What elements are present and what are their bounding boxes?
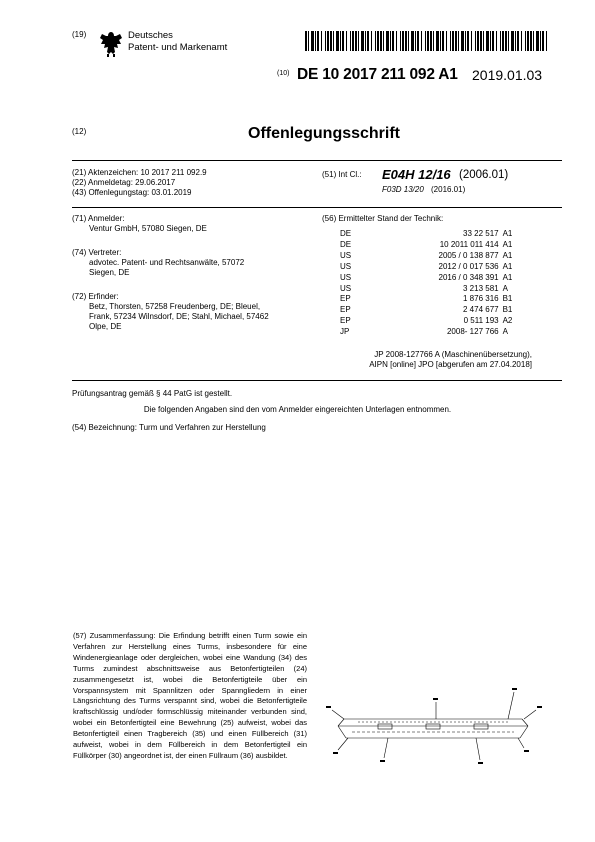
npl-line-2: AIPN [online] JPO [abgerufen am 27.04.2018] [369,360,532,369]
representative-label: (74) Vertreter: [72,248,122,257]
non-patent-literature [318,350,532,370]
table-row: EP 2 474 677 B1 [340,305,513,315]
divider [72,380,562,381]
publication-laid-open-date: (43) Offenlegungstag: 03.01.2019 [72,188,192,197]
int-cl-label: (51) Int Cl.: [322,170,362,179]
inventors-label: (72) Erfinder: [72,292,119,301]
table-row: DE 33 22 517 A1 [340,229,513,238]
table-row: US 2012 / 0 017 536 A1 [340,261,513,271]
office-line-1: Deutsches [128,30,173,41]
table-row: DE 10 2011 011 414 A1 [340,239,513,249]
document-type-title: Offenlegungsschrift [248,125,401,142]
main-classification-year: (2006.01) [459,169,509,181]
publication-date: 2019.01.03 [472,67,543,83]
secondary-classification-year: (2016.01) [431,185,466,194]
table-row: US 2016 / 0 348 391 A1 [340,272,513,282]
applicant-block [72,214,207,234]
prior-art-table [340,229,530,338]
representative-block [72,248,244,278]
divider [72,207,562,208]
applicant-label: (71) Anmelder: [72,214,125,223]
inventors-line-1: Betz, Thorsten, 57258 Freudenberg, DE; Bleuel, [89,302,261,311]
invention-title: (54) Bezeichnung: Turm und Verfahren zur Herstellung [72,423,266,432]
table-row: EP 0 511 193 A2 [340,316,513,326]
inventors-line-2: Frank, 57234 Wilnsdorf, DE; Stahl, Michael, 57462 [89,312,269,321]
inid-code-10: (10) [277,70,290,77]
divider [72,160,562,161]
examination-request: Prüfungsantrag gemäß § 44 PatG ist gestellt. [72,389,233,398]
table-row: JP 2008- 127 766 A [340,327,508,337]
applicant-notice: Die folgenden Angaben sind den vom Anmelder eingereichten Unterlagen entnommen. [143,405,452,414]
abstract-text: (57) Zusammenfassung: Die Erfindung betrifft einen Turm sowie ein Verfahren zur Herstellung eines Turms, insbesondere für eine Windenergieanlage oder dergleichen, wobei eine Wandung (34) des Turms zumindest abschnittsweise aus Betonfertigteilen (24) zusammengesetzt ist, wobei die Betonfertigteile über ein Vorspannsystem mit Spannlitzen oder Spanngliedern in einer Längsrichtung des Turms verspannt sind, wobei die Betonfertigteile kraftschlüssig und/oder formschlüssig miteinander verbunden sind, wobei ein Betonfertigteil eine Bewehrung (25) aufweist, wobei das Betonfertigteil einen Tragbereich (35) und einen Füllbereich (31) aufweist, wobei in dem Füllbereich in dem Betonfertigteil ein Füllkörper (30) angeordnet ist, der einen Füllraum (36) ausbildet. [73,631,307,760]
npl-line-1: JP 2008-127766 A (Maschinenübersetzung), [374,350,532,359]
table-row: US 2005 / 0 138 877 A1 [340,250,513,260]
inventors-line-3: Olpe, DE [89,322,122,331]
table-row: EP 1 876 316 B1 [340,294,513,304]
filing-date: (22) Anmeldetag: 29.06.2017 [72,178,176,187]
publication-number: DE 10 2017 211 092 A1 [297,66,458,83]
prior-art-label: (56) Ermittelter Stand der Technik: [322,214,444,223]
applicant-value: Ventur GmbH, 57080 Siegen, DE [89,224,207,233]
secondary-classification: F03D 13/20 [382,185,424,194]
federal-eagle-icon [98,30,124,58]
table-row: US 3 213 581 A [340,283,508,293]
representative-drawing [318,686,550,776]
main-classification: E04H 12/16 [382,167,451,182]
bibliographic-dates [72,168,207,198]
representative-line-2: Siegen, DE [89,268,130,277]
office-line-2: Patent- und Markenamt [128,41,228,53]
file-number: (21) Aktenzeichen: 10 2017 211 092.9 [72,168,207,177]
inventors-block [72,292,269,332]
barcode-icon [305,31,552,51]
patent-office-name [128,30,227,53]
inid-code-12: (12) [72,127,87,136]
inid-code-19: (19) [72,30,87,39]
representative-line-1: advotec. Patent- und Rechtsanwälte, 57072 [89,258,245,267]
